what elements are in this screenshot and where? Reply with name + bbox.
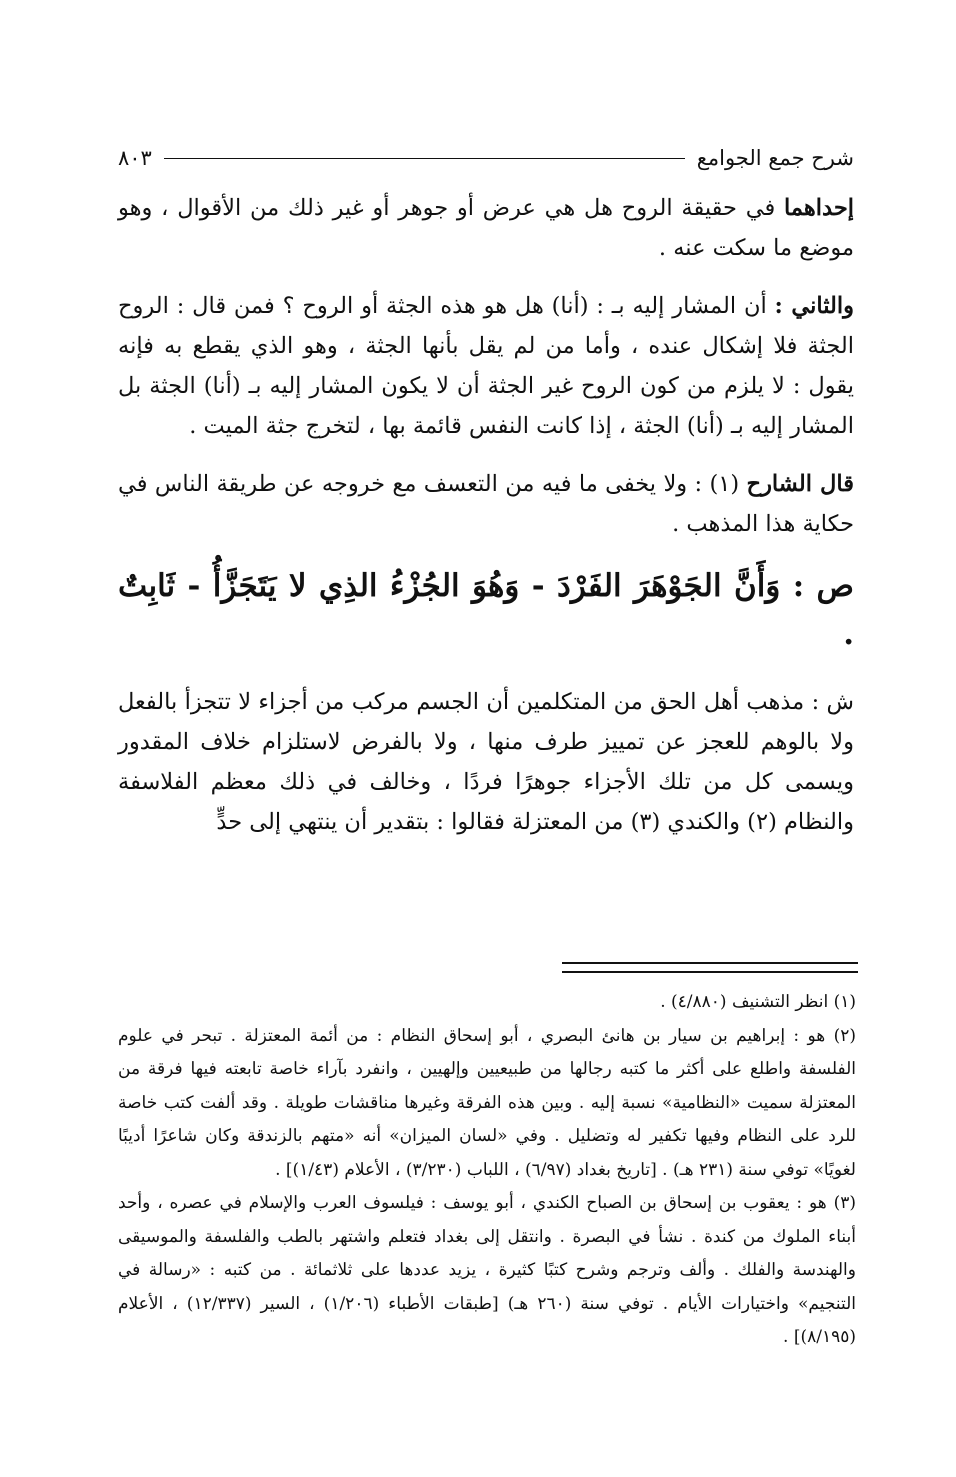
paragraph-text: في حقيقة الروح هل هي عرض أو جوهر أو غير ذلك من الأقوال ، وهو موضع ما سكت عنه . xyxy=(118,195,854,261)
running-header xyxy=(118,138,854,178)
paragraph-lead: إحداهما xyxy=(784,195,854,221)
paragraph-commentator xyxy=(118,464,854,544)
page-number: ٨٠٣ xyxy=(118,146,152,170)
footnote-2: (٢) هو : إبراهيم بن سيار بن هانئ البصري ، أبو إسحاق النظام : من أئمة المعتزلة . تبحر في علوم الفلسفة واطلع على أكثر ما كتبه رجالها من طبيعيين وإلهيين ، وانفرد بآراء خاصة تابعته فيها فرقة من المعتزلة سميت «النظامية» نسبة إليه . وبين هذه الفرقة وغيرها مناقشات طويلة . وقد ألفت كتب خاصة للرد على النظام وفيها تكفير له وتضليل . وفي «لسان الميزان» أنه «متهم بالزندقة وكان شاعرًا أديبًا لغويًا» توفي سنة (٢٣١ هـ) . [تاريخ بغداد (٦/٩٧) ، اللباب (٣/٢٣٠) ، الأعلام (١/٤٣)] . xyxy=(118,1025,856,1180)
paragraph-lead: والثاني : xyxy=(774,293,854,319)
paragraph-text: : ولا يخفى ما فيه من التعسف مع خروجه عن طريقة الناس في حكاية هذا المذهب . xyxy=(118,471,854,537)
running-title: شرح جمع الجوامع xyxy=(696,146,854,170)
main-text xyxy=(118,188,854,860)
paragraph-lead: قال الشارح xyxy=(746,471,854,497)
paragraph-sharh: ش : مذهب أهل الحق من المتكلمين أن الجسم مركب من أجزاء لا تتجزأ بالفعل ولا بالوهم للعجز عن تمييز طرف منها ، ولا بالفرض لاستلزام خلاف المقدور ويسمى كل من تلك الأجزاء جوهرًا فردًا ، وخالف في ذلك معظم الفلاسفة والنظام (٢) والكندي (٣) من المعتزلة فقالوا : بتقدير أن ينتهي إلى حدٍّ xyxy=(118,689,854,835)
footnotes xyxy=(118,986,856,1355)
footnote-separator xyxy=(562,962,858,973)
footnote-1: (١) انظر التشنيف (٤/٨٨٠) . xyxy=(660,992,856,1012)
footnote-ref: (١) xyxy=(702,471,747,497)
paragraph-second xyxy=(118,286,854,446)
matn-text: ص : وَأَنَّ الجَوْهَرَ الفَرْدَ - وَهُوَ الجُزْءُ الذِي لا يَتَجَزَّأُ - ثَابِتٌ . xyxy=(118,568,854,652)
paragraph-first xyxy=(118,188,854,268)
paragraph-text: أن المشار إليه بـ : (أنا) هل هو هذه الجثة أو الروح ؟ فمن قال : الروح الجثة فلا إشكال عنده ، وأما من لم يقل بأنها الجثة ، وهو الذي يقطع به فإنه يقول : لا يلزم من كون الروح غير الجثة أن لا يكون المشار إليه بـ (أنا) الجثة بل المشار إليه بـ (أنا) الجثة ، إذا كانت النفس قائمة بها ، لتخرج جثة الميت . xyxy=(118,293,854,439)
footnote-3: (٣) هو : يعقوب بن إسحاق بن الصباح الكندي ، أبو يوسف : فيلسوف العرب والإسلام في عصره ، وأحد أبناء الملوك من كندة . نشأ في البصرة . وانتقل إلى بغداد فتعلم واشتهر بالطب والفلسفة والموسيقى والهندسة والفلك . وألف وترجم وشرح كتبًا كثيرة ، يزيد عددها على ثلاثمائة . من كتبه : «رسالة في التنجيم» واختيارات الأيام . توفي سنة (٢٦٠ هـ) [طبقات الأطباء (١/٢٠٦) ، السير (١٢/٣٣٧) ، الأعلام (٨/١٩٥)] . xyxy=(118,1193,857,1347)
header-rule xyxy=(164,158,685,159)
